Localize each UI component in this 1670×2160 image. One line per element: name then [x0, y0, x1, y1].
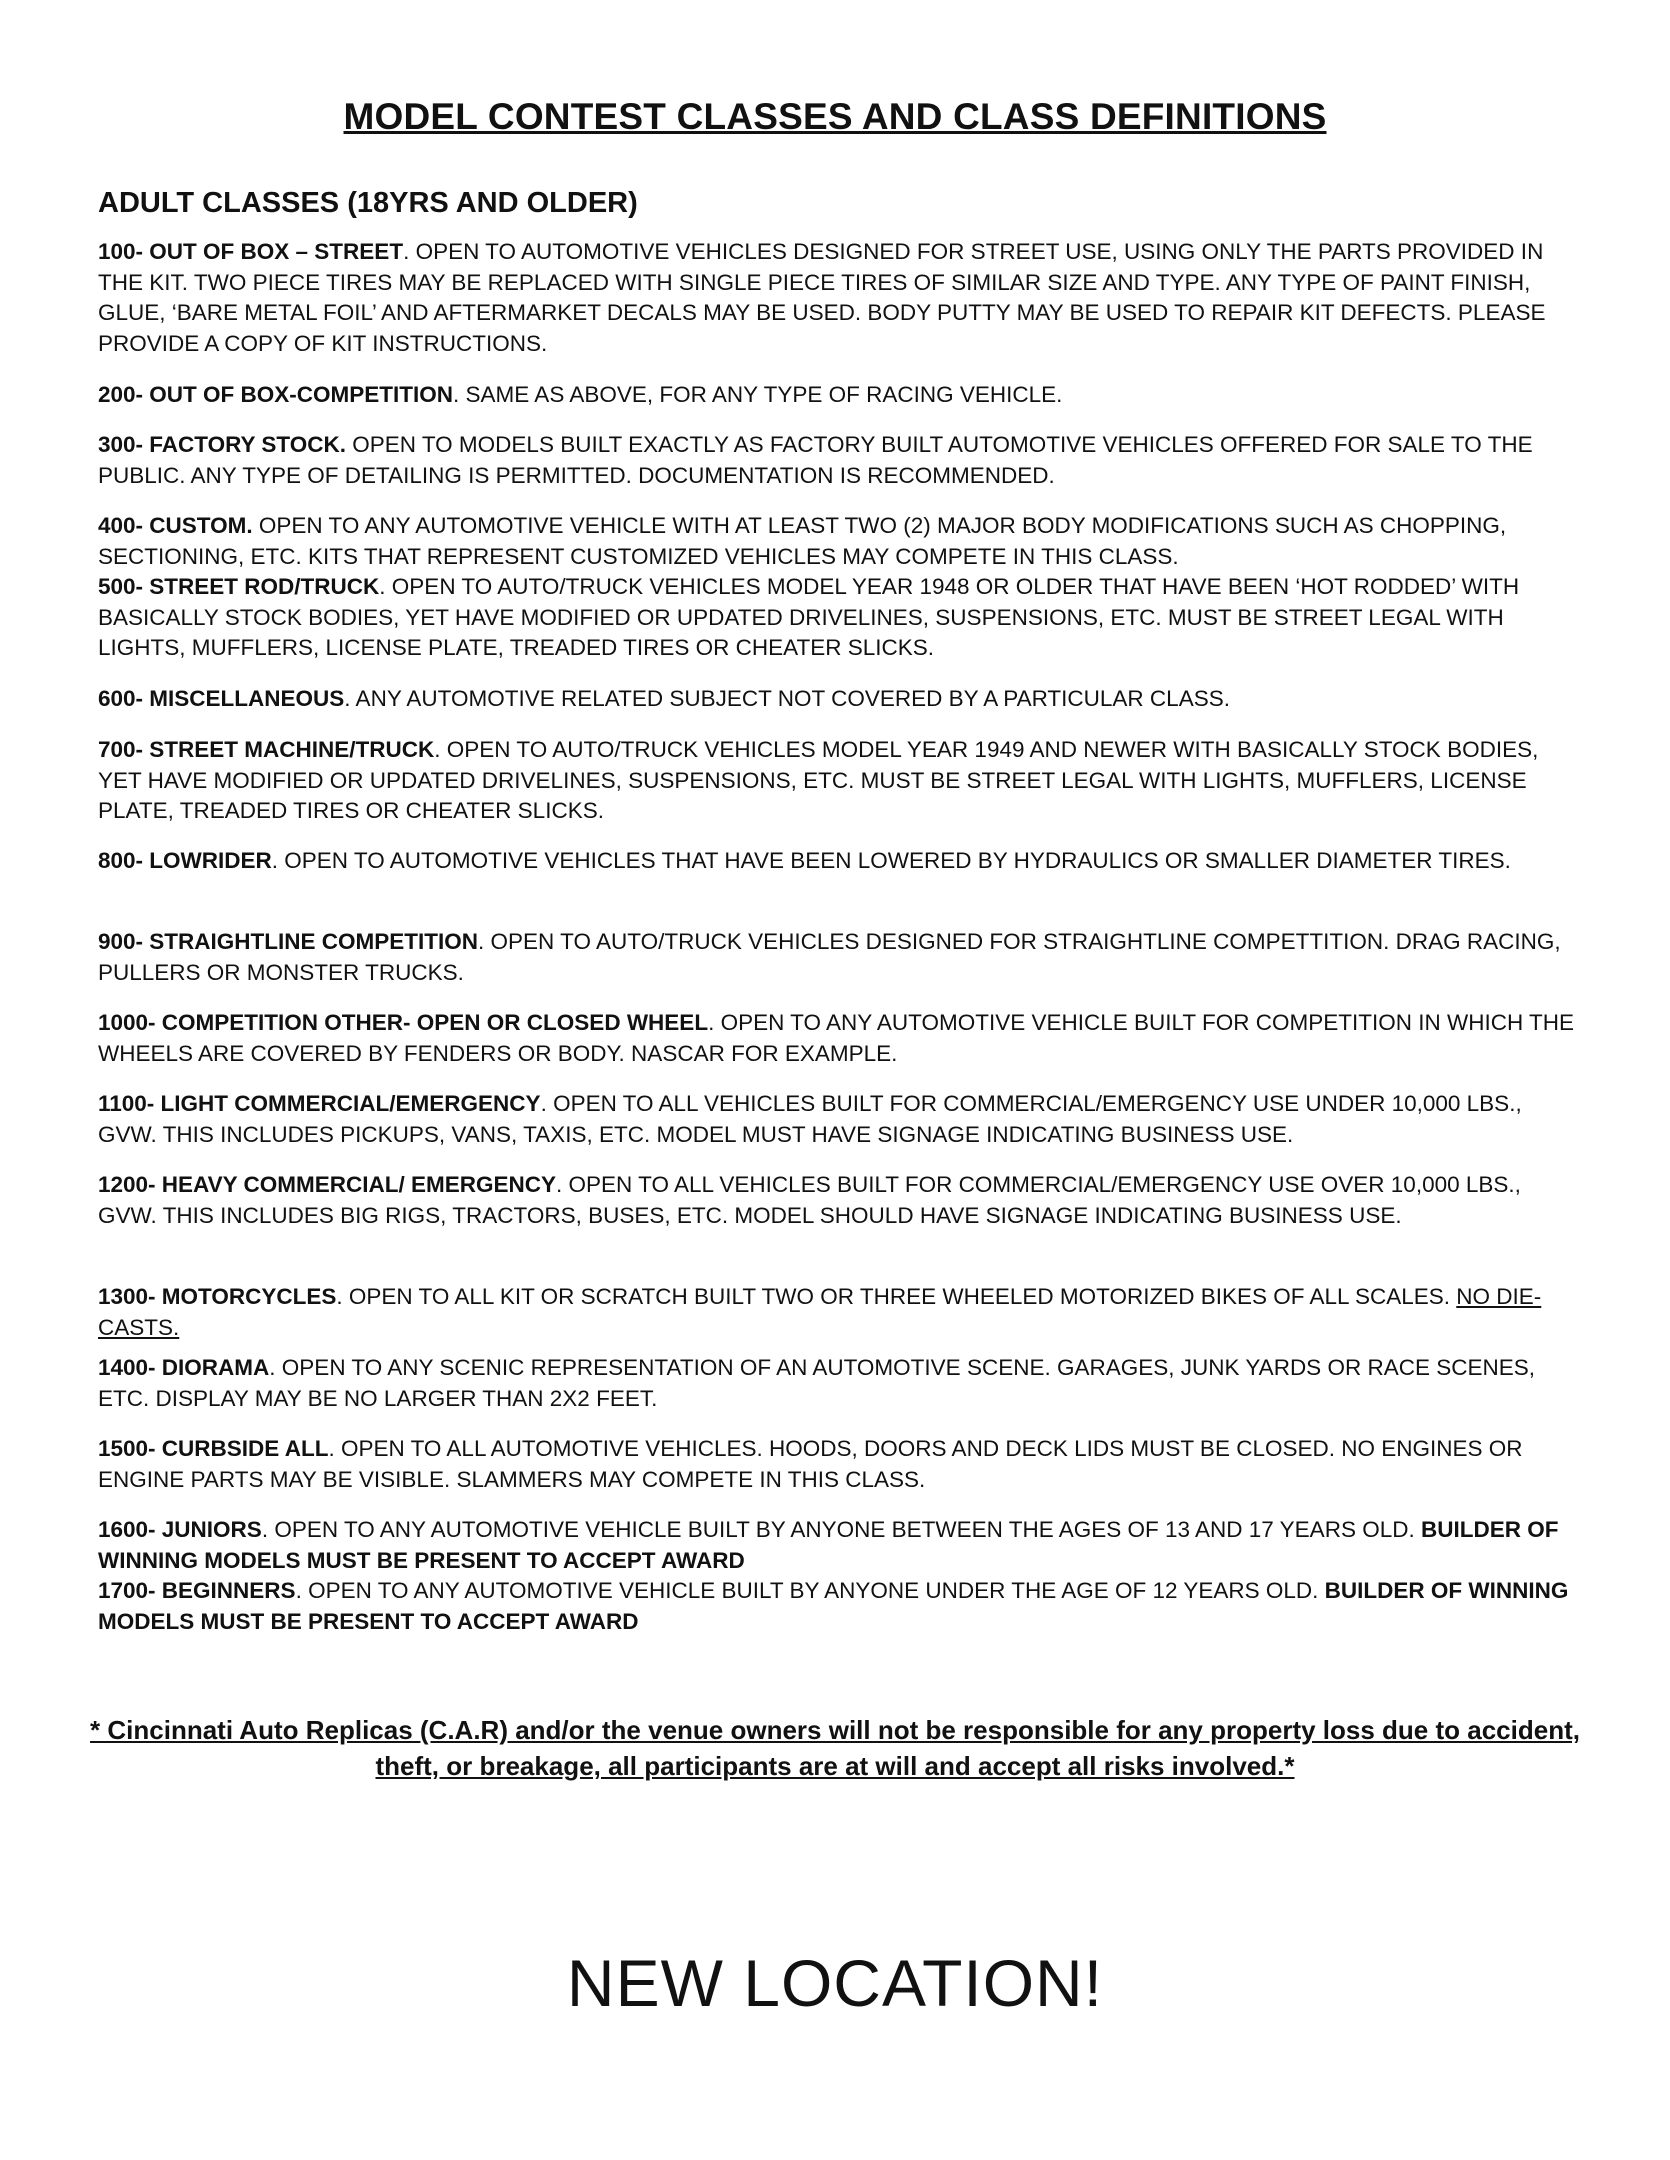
class-heading: 1600- JUNIORS: [98, 1517, 262, 1542]
class-heading: 500- STREET ROD/TRUCK: [98, 574, 380, 599]
new-location-banner: NEW LOCATION!: [566, 1946, 1104, 2020]
class-heading: 1400- DIORAMA: [98, 1355, 270, 1380]
class-text: OPEN TO MODELS BUILT EXACTLY AS FACTORY BUILT AUTOMOTIVE VEHICLES OFFERED FOR SALE TO THE PUBLIC. ANY TYPE OF DETAILING IS PERMITTED. DOCUMENTATION IS RECOMMENDED.: [98, 432, 1533, 488]
class-text: . OPEN TO ANY AUTOMOTIVE VEHICLE BUILT FOR COMPETITION IN WHICH THE WHEELS ARE COVERED BY FENDERS OR BODY. NASCAR FOR EXAMPLE.: [98, 1010, 1575, 1066]
class-heading: 1500- CURBSIDE ALL: [98, 1436, 329, 1461]
class-text: . ANY AUTOMOTIVE RELATED SUBJECT NOT COVERED BY A PARTICULAR CLASS.: [344, 686, 1230, 711]
class-text: OPEN TO ANY AUTOMOTIVE VEHICLE WITH AT LEAST TWO (2) MAJOR BODY MODIFICATIONS SUCH AS CHOPPING, SECTIONING, ETC. KITS THAT REPRESENT CUSTOMIZED VEHICLES MAY COMPETE IN THIS CLASS.: [98, 513, 1507, 569]
class-text: . OPEN TO AUTO/TRUCK VEHICLES MODEL YEAR 1949 AND NEWER WITH BASICALLY STOCK BODIES, YET HAVE MODIFIED OR UPDATED DRIVELINES, SUSPENSIONS, ETC. MUST BE STREET LEGAL WITH LIGHTS, MUFFLERS, LICENSE PLATE, TREADED TIRES OR CHEATER SLICKS.: [98, 737, 1539, 823]
class-text: . OPEN TO ANY SCENIC REPRESENTATION OF AN AUTOMOTIVE SCENE. GARAGES, JUNK YARDS OR RACE SCENES, ETC. DISPLAY MAY BE NO LARGER THAN 2X2 FEET.: [98, 1355, 1535, 1411]
class-1400: [98, 1353, 1578, 1414]
class-text: . OPEN TO ANY AUTOMOTIVE VEHICLE BUILT BY ANYONE UNDER THE AGE OF 12 YEARS OLD.: [295, 1578, 1325, 1603]
class-heading: 200- OUT OF BOX-COMPETITION: [98, 382, 454, 407]
class-1200: [98, 1170, 1578, 1231]
class-text: . OPEN TO ALL VEHICLES BUILT FOR COMMERCIAL/EMERGENCY USE UNDER 10,000 LBS., GVW. THIS INCLUDES PICKUPS, VANS, TAXIS, ETC. MODEL MUST HAVE SIGNAGE INDICATING BUSINESS USE.: [98, 1091, 1522, 1147]
class-heading: 400- CUSTOM.: [98, 513, 253, 538]
class-1000: [98, 1008, 1578, 1069]
class-700: [98, 735, 1578, 827]
class-heading: 900- STRAIGHTLINE COMPETITION: [98, 929, 479, 954]
class-text: . OPEN TO AUTOMOTIVE VEHICLES THAT HAVE BEEN LOWERED BY HYDRAULICS OR SMALLER DIAMETER TIRES.: [271, 848, 1511, 873]
page-title: MODEL CONTEST CLASSES AND CLASS DEFINITIONS: [343, 96, 1327, 137]
class-text: . OPEN TO AUTO/TRUCK VEHICLES DESIGNED FOR STRAIGHTLINE COMPETTITION. DRAG RACING, PULLERS OR MONSTER TRUCKS.: [98, 929, 1561, 985]
class-heading: 100- OUT OF BOX – STREET: [98, 239, 404, 264]
class-heading: 1700- BEGINNERS: [98, 1578, 296, 1603]
class-heading: 700- STREET MACHINE/TRUCK: [98, 737, 435, 762]
class-500: [98, 572, 1578, 664]
class-text: . OPEN TO ALL AUTOMOTIVE VEHICLES. HOODS, DOORS AND DECK LIDS MUST BE CLOSED. NO ENGINES OR ENGINE PARTS MAY BE VISIBLE. SLAMMERS MAY COMPETE IN THIS CLASS.: [98, 1436, 1523, 1492]
class-award-note: BUILDER OF WINNING MODELS MUST BE PRESENT TO ACCEPT AWARD: [98, 1578, 1569, 1634]
class-1700: [98, 1576, 1578, 1637]
class-heading: 1200- HEAVY COMMERCIAL/ EMERGENCY: [98, 1172, 556, 1197]
class-heading: 1300- MOTORCYCLES: [98, 1284, 337, 1309]
class-100: [98, 237, 1578, 359]
no-die-casts-note: NO DIE-CASTS.: [98, 1284, 1542, 1340]
class-text: . OPEN TO ALL KIT OR SCRATCH BUILT TWO OR THREE WHEELED MOTORIZED BIKES OF ALL SCALES.: [336, 1284, 1457, 1309]
class-text: . OPEN TO AUTOMOTIVE VEHICLES DESIGNED FOR STREET USE, USING ONLY THE PARTS PROVIDED IN THE KIT. TWO PIECE TIRES MAY BE REPLACED WITH SINGLE PIECE TIRES OF SIMILAR SIZE AND TYPE. ANY TYPE OF PAINT FINISH, GLUE, ‘BARE METAL FOIL’ AND AFTERMARKET DECALS MAY BE USED. BODY PUTTY MAY BE USED TO REPAIR KIT DEFECTS. PLEASE PROVIDE A COPY OF KIT INSTRUCTIONS.: [98, 239, 1546, 356]
class-heading: 1100- LIGHT COMMERCIAL/EMERGENCY: [98, 1091, 541, 1116]
class-text: . SAME AS ABOVE, FOR ANY TYPE OF RACING VEHICLE.: [453, 382, 1063, 407]
class-1100: [98, 1089, 1578, 1150]
class-heading: 800- LOWRIDER: [98, 848, 272, 873]
section-heading: ADULT CLASSES (18YRS AND OLDER): [98, 187, 638, 219]
class-text: . OPEN TO ANY AUTOMOTIVE VEHICLE BUILT BY ANYONE BETWEEN THE AGES OF 13 AND 17 YEARS OLD.: [261, 1517, 1421, 1542]
class-text: . OPEN TO ALL VEHICLES BUILT FOR COMMERCIAL/EMERGENCY USE OVER 10,000 LBS., GVW. THIS INCLUDES BIG RIGS, TRACTORS, BUSES, ETC. MODEL SHOULD HAVE SIGNAGE INDICATING BUSINESS USE.: [98, 1172, 1521, 1228]
class-heading: 1000- COMPETITION OTHER- OPEN OR CLOSED WHEEL: [98, 1010, 709, 1035]
class-1600: [98, 1515, 1578, 1576]
class-text: . OPEN TO AUTO/TRUCK VEHICLES MODEL YEAR 1948 OR OLDER THAT HAVE BEEN ‘HOT RODDED’ WITH BASICALLY STOCK BODIES, YET HAVE MODIFIED OR UPDATED DRIVELINES, SUSPENSIONS, ETC. MUST BE STREET LEGAL WITH LIGHTS, MUFFLERS, LICENSE PLATE, TREADED TIRES OR CHEATER SLICKS.: [98, 574, 1520, 660]
class-award-note: BUILDER OF WINNING MODELS MUST BE PRESENT TO ACCEPT AWARD: [98, 1517, 1559, 1573]
class-900: [98, 927, 1578, 988]
class-800: [98, 846, 1578, 877]
class-1500: [98, 1434, 1578, 1495]
class-1300: [98, 1282, 1578, 1343]
class-heading: 600- MISCELLANEOUS: [98, 686, 345, 711]
class-300: [98, 430, 1578, 491]
class-200: [98, 380, 1578, 411]
class-heading: 300- FACTORY STOCK.: [98, 432, 346, 457]
liability-disclaimer: * Cincinnati Auto Replicas (C.A.R) and/or the venue owners will not be responsible for any property loss due to accident, theft, or breakage, all participants are at will and accept all risks involved.*: [90, 1715, 1580, 1781]
class-400: [98, 511, 1578, 572]
class-600: [98, 684, 1578, 715]
